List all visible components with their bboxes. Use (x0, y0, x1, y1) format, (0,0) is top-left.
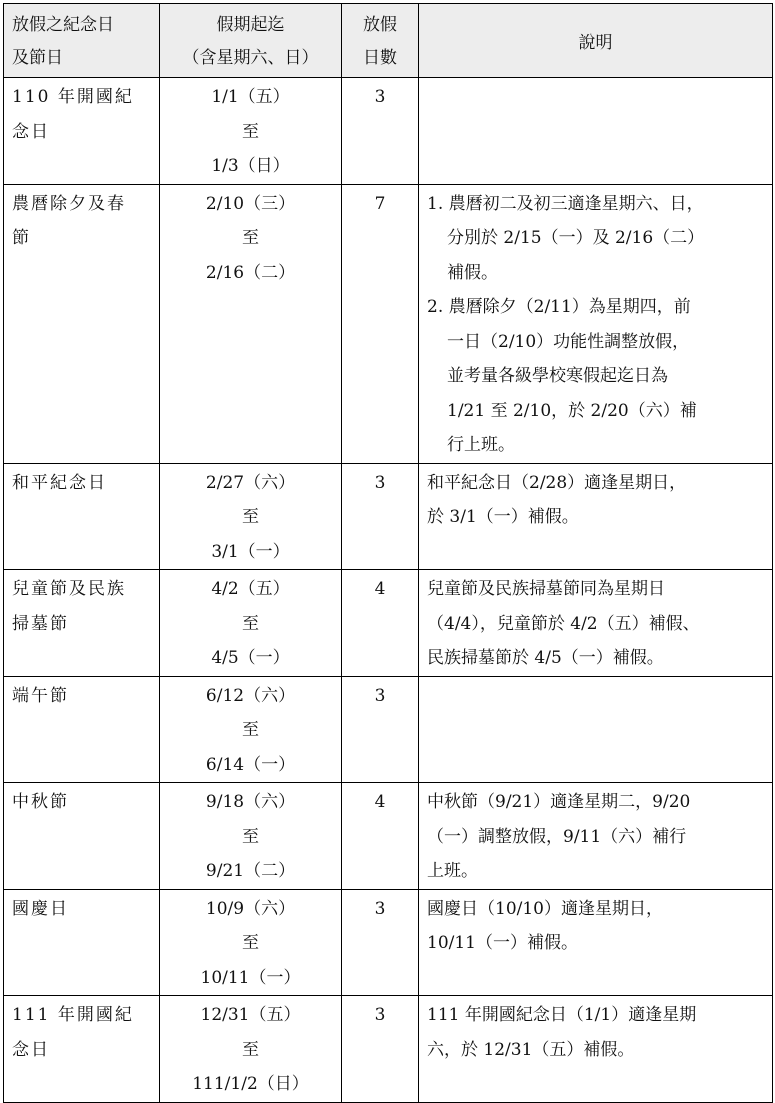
holiday-name-line: 念日 (12, 121, 50, 142)
table-row (4, 78, 773, 185)
header-holiday (4, 4, 160, 78)
holiday-name-cell (4, 184, 160, 463)
days-cell: 3 (342, 676, 419, 783)
note-item (427, 892, 772, 961)
period-line: 10/9（六） (205, 898, 296, 919)
period-line: 至 (242, 121, 259, 142)
note-line: 補假。 (447, 262, 498, 283)
period-line: 111/1/2（日） (192, 1074, 309, 1094)
note-line: 和平紀念日（2/28）適逢星期日， (427, 472, 687, 493)
period-line: 1/3（日） (211, 156, 290, 176)
period-line: 1/1（五） (211, 87, 290, 107)
days-cell: 4 (342, 783, 419, 890)
holiday-name-line: 節 (12, 228, 31, 248)
note-item (427, 290, 772, 463)
days-cell: 4 (342, 570, 419, 677)
days-cell: 3 (342, 463, 419, 570)
holiday-name-cell (4, 783, 160, 890)
header-days-line: 放假 (363, 15, 397, 35)
header-period-line: 假期起迄 (216, 15, 285, 35)
holiday-name-cell (4, 463, 160, 570)
period-line: 至 (242, 228, 259, 248)
period-line: 至 (242, 507, 259, 527)
holiday-name-cell (4, 78, 160, 185)
holiday-name-line: 110 年開國紀 (12, 87, 134, 107)
period-cell (160, 78, 342, 185)
period-line: 12/31（五） (200, 1005, 301, 1025)
days-cell: 3 (342, 996, 419, 1103)
note-cell (419, 570, 773, 677)
table-row (4, 676, 773, 783)
note-cell (419, 78, 773, 185)
period-line: 6/14（一） (205, 754, 296, 775)
header-period-line: （含星期六、日） (182, 48, 319, 68)
note-line: 2. 農曆除夕（2/11）為星期四，前 (427, 297, 691, 317)
holiday-name-cell (4, 996, 160, 1103)
header-days-line: 日數 (363, 48, 397, 68)
note-cell (419, 783, 773, 890)
period-line: 4/2（五） (211, 579, 290, 599)
period-cell (160, 676, 342, 783)
note-line: 六，於 12/31（五）補假。 (427, 1039, 635, 1060)
period-cell (160, 783, 342, 890)
period-cell (160, 184, 342, 463)
period-line: 至 (242, 826, 259, 847)
period-cell (160, 570, 342, 677)
days-cell: 3 (342, 889, 419, 996)
period-line: 至 (242, 720, 259, 740)
note-line: 國慶日（10/10）適逢星期日， (427, 898, 663, 919)
table-row (4, 184, 773, 463)
period-line: 4/5（一） (211, 648, 290, 668)
holiday-name-line: 中秋節 (12, 792, 69, 812)
header-holiday-line: 及節日 (12, 48, 63, 68)
holiday-name-line: 掃墓節 (12, 613, 69, 634)
note-line: 行上班。 (447, 435, 515, 455)
period-line: 2/27（六） (205, 472, 296, 493)
note-line: 111 年開國紀念日（1/1）適逢星期 (427, 1005, 697, 1025)
note-item (427, 572, 772, 676)
note-line: 10/11（一）補假。 (427, 933, 578, 953)
period-line: 3/1（一） (211, 541, 290, 562)
note-item (427, 998, 772, 1067)
note-line: 於 3/1（一）補假。 (427, 507, 579, 527)
note-cell (419, 463, 773, 570)
period-line: 至 (242, 933, 259, 953)
holiday-table (3, 3, 773, 1103)
note-line: 分別於 2/15（一）及 2/16（二） (447, 228, 705, 248)
header-period (160, 4, 342, 78)
table-row (4, 783, 773, 890)
period-cell (160, 463, 342, 570)
note-line: 一日（2/10）功能性調整放假， (447, 331, 690, 352)
period-line: 至 (242, 613, 259, 634)
days-cell: 7 (342, 184, 419, 463)
period-line: 2/10（三） (205, 193, 296, 214)
period-line: 9/18（六） (205, 792, 296, 812)
period-line: 10/11（一） (200, 967, 301, 988)
header-days (342, 4, 419, 78)
holiday-name-line: 兒童節及民族 (12, 579, 126, 599)
table-row (4, 463, 773, 570)
holiday-name-cell (4, 570, 160, 677)
table-row (4, 996, 773, 1103)
header-holiday-line: 放假之紀念日 (12, 15, 114, 35)
note-line: （4/4），兒童節於 4/2（五）補假、 (427, 613, 700, 634)
note-line: 中秋節（9/21）適逢星期二，9/20 (427, 792, 691, 812)
note-line: 上班。 (427, 861, 478, 881)
period-line: 至 (242, 1039, 259, 1060)
period-cell (160, 996, 342, 1103)
holiday-name-line: 和平紀念日 (12, 472, 107, 493)
note-line: 民族掃墓節於 4/5（一）補假。 (427, 648, 664, 668)
period-line: 6/12（六） (205, 685, 296, 706)
note-item (427, 785, 772, 889)
table-row (4, 889, 773, 996)
period-cell (160, 889, 342, 996)
note-cell (419, 184, 773, 463)
holiday-name-line: 念日 (12, 1039, 50, 1060)
note-item (427, 187, 772, 291)
note-cell (419, 889, 773, 996)
note-line: 並考量各級學校寒假起迄日為 (447, 366, 668, 386)
holiday-name-line: 111 年開國紀 (12, 1005, 134, 1025)
period-line: 9/21（二） (205, 861, 296, 881)
holiday-name-cell (4, 889, 160, 996)
days-cell: 3 (342, 78, 419, 185)
note-line: （一）調整放假，9/11（六）補行 (427, 826, 687, 847)
note-cell (419, 676, 773, 783)
header-row (4, 4, 773, 78)
header-note: 說明 (419, 4, 773, 78)
note-cell (419, 996, 773, 1103)
holiday-name-line: 國慶日 (12, 898, 69, 919)
holiday-name-cell (4, 676, 160, 783)
note-line: 兒童節及民族掃墓節同為星期日 (427, 579, 665, 599)
note-line: 1/21 至 2/10，於 2/20（六）補 (447, 400, 697, 421)
note-line: 1. 農曆初二及初三適逢星期六、日， (427, 193, 704, 214)
period-line: 2/16（二） (205, 262, 296, 283)
holiday-name-line: 端午節 (12, 685, 69, 706)
table-row (4, 570, 773, 677)
note-item (427, 466, 772, 535)
holiday-name-line: 農曆除夕及春 (12, 193, 126, 214)
